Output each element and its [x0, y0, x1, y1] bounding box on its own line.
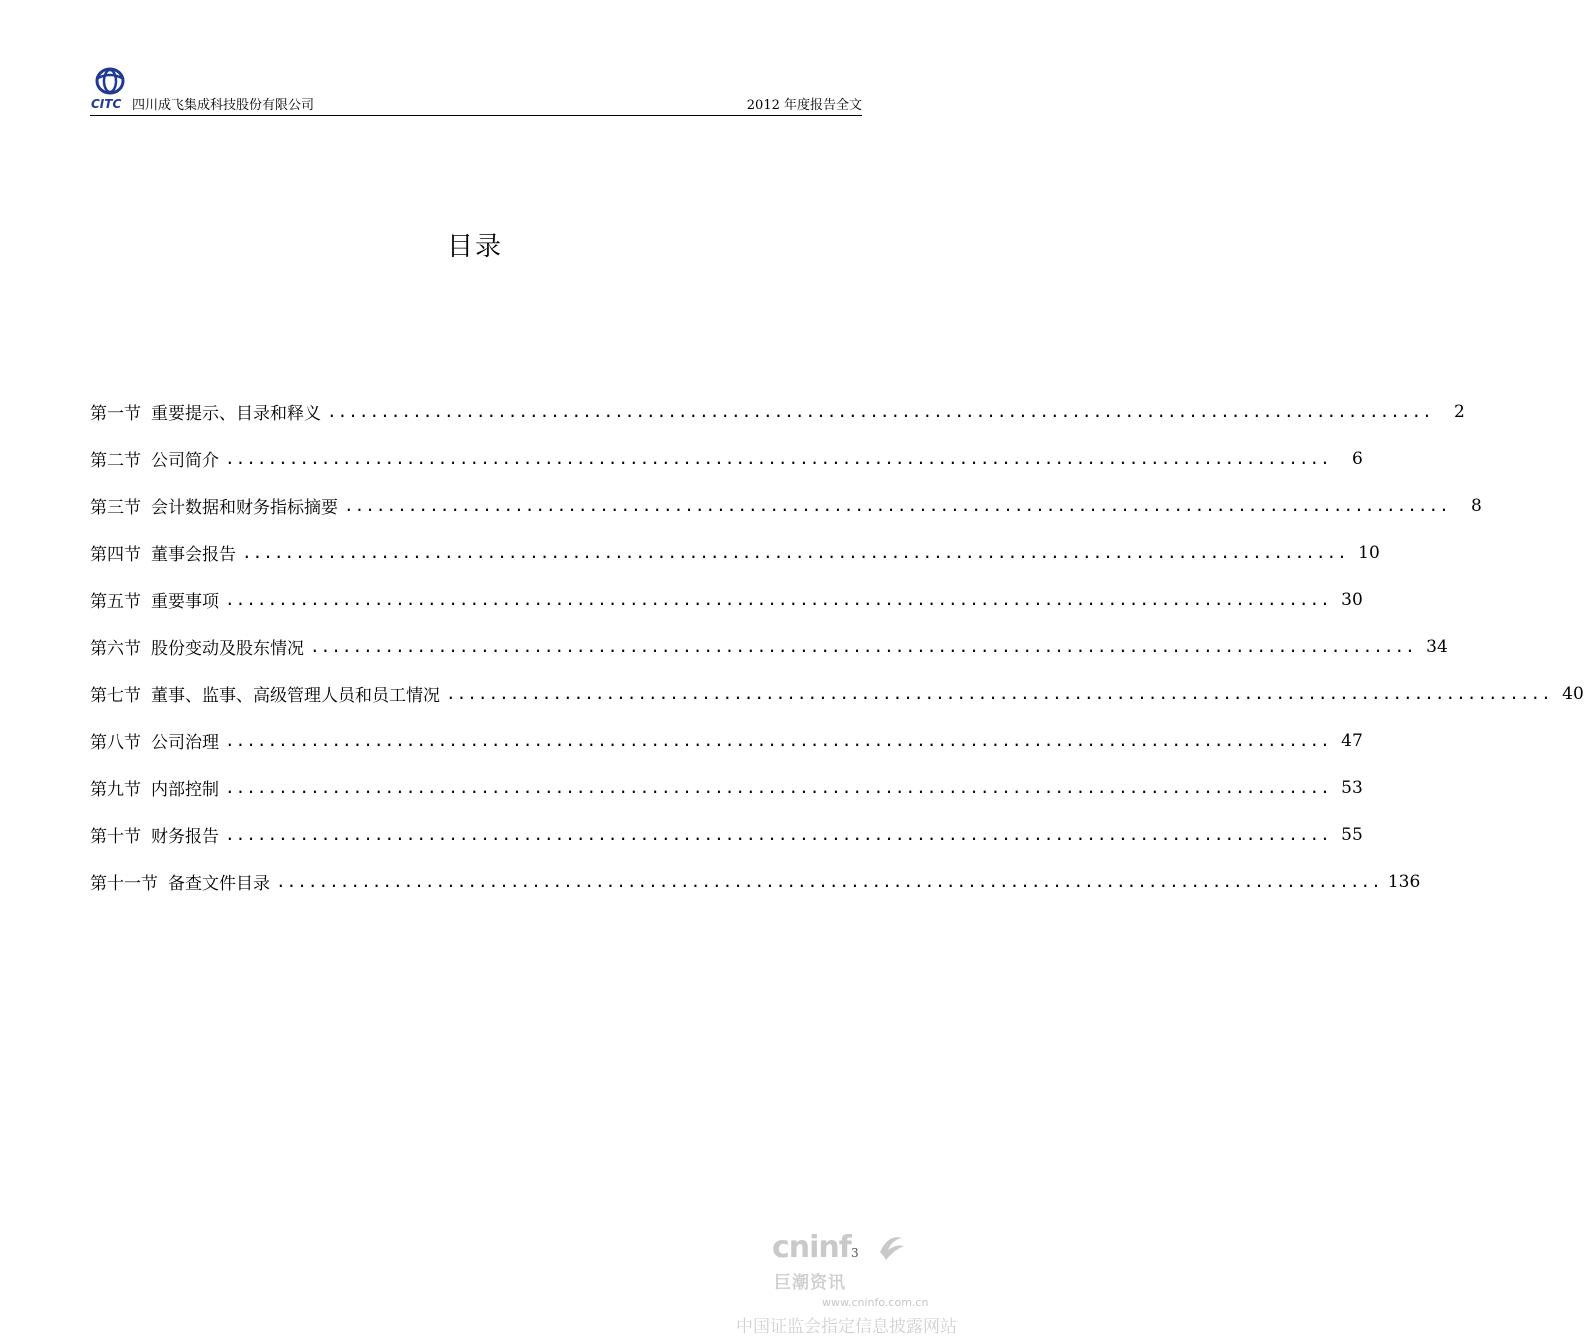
watermark-brand: cninf	[772, 1230, 851, 1265]
logo-wordmark: CITC	[91, 97, 122, 111]
toc-page: 40	[1562, 683, 1584, 704]
report-title: 2012 年度报告全文	[746, 98, 862, 113]
toc-title: 董事会报告	[151, 545, 236, 565]
toc-leader: ........................................................................................................	[225, 590, 1331, 609]
toc-entry[interactable]	[90, 388, 1465, 435]
toc-page: 8	[1470, 495, 1482, 516]
table-of-contents	[90, 388, 1584, 905]
company-name: 四川成飞集成科技股份有限公司	[132, 98, 315, 113]
toc-entry[interactable]	[90, 811, 1363, 858]
header-divider	[90, 115, 862, 116]
toc-title: 董事、监事、高级管理人员和员工情况	[151, 686, 440, 706]
toc-title: 股份变动及股东情况	[151, 639, 304, 659]
toc-entry[interactable]	[90, 435, 1363, 482]
toc-section: 第五节	[90, 592, 141, 612]
toc-section: 第三节	[90, 498, 141, 518]
toc-page: 2	[1453, 401, 1465, 422]
toc-section: 第十一节	[90, 874, 158, 894]
watermark-name: 巨潮资讯	[774, 1273, 846, 1293]
toc-leader: ........................................................................................................	[276, 872, 1382, 891]
toc-page: 30	[1341, 589, 1363, 610]
toc-entry[interactable]	[90, 576, 1363, 623]
toc-entry[interactable]	[90, 764, 1363, 811]
toc-leader: ........................................................................................................	[310, 637, 1416, 656]
toc-title: 备查文件目录	[168, 874, 270, 894]
toc-leader: ........................................................................................................	[446, 684, 1552, 703]
toc-section: 第九节	[90, 780, 141, 800]
toc-title: 会计数据和财务指标摘要	[151, 498, 338, 518]
cninfo-watermark	[730, 1222, 957, 1344]
toc-title: 内部控制	[151, 780, 219, 800]
watermark-url: www.cninfo.com.cn	[822, 1296, 929, 1309]
toc-title: 公司简介	[151, 451, 219, 471]
toc-title: 财务报告	[151, 827, 219, 847]
toc-leader: ........................................................................................................	[225, 731, 1331, 750]
toc-leader: ........................................................................................................	[344, 496, 1450, 515]
swoosh-icon	[876, 1232, 906, 1262]
page-number: 3	[851, 1246, 859, 1260]
toc-page: 55	[1341, 824, 1363, 845]
toc-leader: ........................................................................................................	[225, 778, 1331, 797]
toc-leader: ........................................................................................................	[225, 825, 1331, 844]
toc-section: 第二节	[90, 451, 141, 471]
page-title: 目录	[446, 232, 503, 262]
toc-entry[interactable]	[90, 717, 1363, 764]
toc-leader: ........................................................................................................	[242, 543, 1348, 562]
toc-leader: ........................................................................................................	[225, 449, 1331, 468]
toc-section: 第十节	[90, 827, 141, 847]
toc-page: 34	[1426, 636, 1448, 657]
toc-entry[interactable]	[90, 623, 1448, 670]
toc-title: 重要事项	[151, 592, 219, 612]
toc-page: 10	[1358, 542, 1380, 563]
toc-section: 第八节	[90, 733, 141, 753]
toc-entry[interactable]	[90, 858, 1421, 905]
toc-section: 第四节	[90, 545, 141, 565]
toc-section: 第一节	[90, 404, 141, 424]
toc-entry[interactable]	[90, 670, 1584, 717]
toc-page: 53	[1341, 777, 1363, 798]
page-header	[90, 64, 862, 116]
toc-entry[interactable]	[90, 529, 1380, 576]
toc-section: 第七节	[90, 686, 141, 706]
watermark-tagline: 中国证监会指定信息披露网站	[736, 1317, 957, 1337]
toc-title: 公司治理	[151, 733, 219, 753]
toc-entry[interactable]	[90, 482, 1482, 529]
toc-section: 第六节	[90, 639, 141, 659]
toc-page: 6	[1351, 448, 1363, 469]
toc-page: 136	[1387, 871, 1421, 892]
toc-leader: ........................................................................................................	[327, 402, 1433, 421]
toc-page: 47	[1341, 730, 1363, 751]
company-logo	[90, 64, 136, 110]
toc-title: 重要提示、目录和释义	[151, 404, 321, 424]
